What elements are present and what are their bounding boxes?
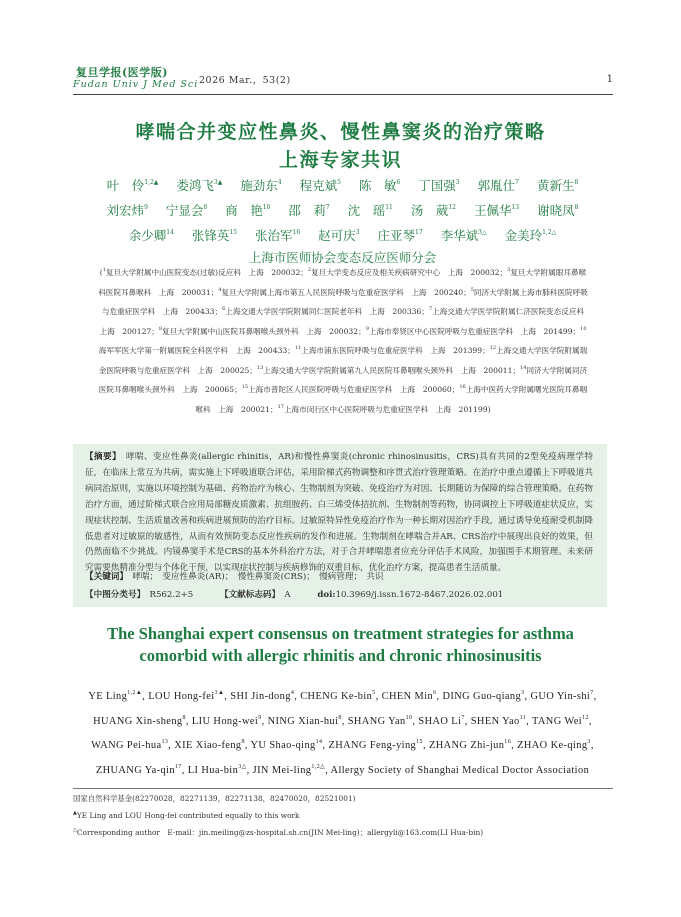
affiliations-cn: ($^1$复旦大学附属中山医院变态(过敏)反应科 上海 200032；$^2$复旦大学变态反应及相关疾病研究中心 上海 200032；$^3$复旦大学附属眼耳鼻喉科医院耳鼻喉科 上海 200031；$^4$复旦大学附属上海市第五人民医院呼吸与危重症医学科 上海 200240；$^5$同济大学附属上海市肺科医院呼吸与危重症医学科 上海 200433；$^6$上海交通大学医学院附属同仁医院老年科 上海 200336；$^7$上海交通大学医学院附属仁济医院变态反应科 上海 200127；$^8$复旦大学附属中山医院耳鼻咽喉头颈外科 上海 200032；$^9$上海市奉贤区中心医院呼吸与危重症医学科 上海 201499；$^{10}$海军军医大学第一附属医院全科医学科 上海 200433；$^{11}$上海市浦东医院呼吸与危重症医学科 上海 201399；$^{12}$上海交通大学医学院附属瑞金医院呼吸与危重症医学科 上海 200025；$^{13}$上海交通大学医学院附属第九人民医院耳鼻咽喉头颈外科 上海 200011；$^{14}$同济大学附属同济医院耳鼻咽喉头颈外科 上海 200065；$^{15}$上海市普陀区人民医院呼吸与危重症医学科 上海 200060；$^{16}$上海中医药大学附属曙光医院耳鼻咽喉科 上海 200021；$^{17}$上海市闵行区中心医院呼吸与危重症医学科 上海 201199) — [98, 267, 592, 414]
author-en-sup: 11 — [519, 714, 527, 721]
keywords-text: 哮喘； 变应性鼻炎(AR)； 慢性鼻窦炎(CRS)； 慢病管理； 共识 — [132, 572, 384, 582]
author-cn-sup: 17 — [415, 229, 423, 236]
author-en — [471, 716, 526, 727]
affiliation-sup: 6 — [222, 306, 226, 312]
affiliation-text: 复旦大学附属中山医院耳鼻咽喉头颈外科 上海 200032； — [162, 326, 366, 336]
author-en-sup: 8 — [241, 739, 245, 745]
author-en-sup: 17 — [174, 763, 182, 770]
author-cn-sup: 11 — [385, 204, 393, 211]
author-en-name: ZHAO Ke-qing — [517, 740, 588, 751]
author-en-name: JIN Mei-ling — [252, 764, 312, 776]
author-cn-sup: 3△ — [478, 229, 487, 236]
affiliation-sup: 7 — [428, 306, 433, 312]
affiliation-cn — [218, 288, 470, 297]
author-cn-sup: 8 — [203, 204, 208, 211]
affiliation-cn — [366, 327, 580, 336]
author-cn-sup: 8 — [574, 204, 579, 211]
author-cn-name: 程克斌 — [299, 178, 338, 193]
affiliation-cn — [242, 385, 460, 394]
author-cn-sup: 13 — [511, 204, 520, 211]
affiliation-sup: 3 — [507, 267, 511, 273]
author-en — [253, 765, 326, 776]
author-en-name: YU Shao-qing — [250, 740, 316, 751]
affiliation-text: 复旦大学附属中山医院变态(过敏)反应科 上海 200032； — [105, 268, 308, 277]
affiliation-sup: 17 — [277, 403, 284, 410]
author-en-sup: 3△ — [238, 763, 247, 770]
affiliation-text: 同济大学附属同济医院耳鼻咽喉头颈外科 上海 200065； — [98, 365, 588, 394]
author-cn-name: 施劲东 — [240, 178, 278, 193]
affiliation-cn — [159, 327, 366, 336]
affiliation-sup: 2 — [307, 267, 312, 273]
affiliation-text: 海军军医大学第一附属医院全科医学科 上海 200433； — [98, 346, 295, 355]
author-cn-name: 张治军 — [255, 228, 293, 243]
affiliation-sup: 4 — [218, 286, 222, 293]
author-cn-sup: 10 — [262, 204, 271, 211]
author-cn-sup: 12 — [448, 204, 456, 211]
author-cn-sup: 5 — [337, 179, 341, 186]
author-en-sup: 6 — [433, 690, 437, 696]
author-en-sup: 12 — [582, 714, 589, 721]
author-en — [251, 740, 323, 751]
affiliation-sup: 10 — [580, 325, 587, 332]
journal-name-en: Fudan Univ J Med Sci — [73, 79, 199, 90]
author-cn — [255, 228, 300, 243]
author-en — [88, 691, 142, 702]
author-en-name: XIE Xiao-feng — [174, 740, 242, 751]
issue-info: 2026 Mar.，53(2) — [199, 75, 291, 86]
author-en — [531, 691, 594, 702]
author-en-name: DING Guo-qiang — [442, 691, 522, 702]
author-cn — [478, 178, 519, 193]
abstract-label: 【摘要】 — [85, 452, 117, 462]
keywords — [85, 570, 384, 582]
journal-name-cn: 复旦学报(医学版) — [76, 66, 168, 79]
author-en-sup: 3 — [587, 739, 591, 745]
author-cn-name: 刘宏炜 — [106, 203, 145, 218]
affiliation-text: 上海市浦东医院呼吸与危重症医学科 上海 201399； — [301, 346, 490, 355]
author-en — [300, 691, 375, 702]
author-cn — [418, 178, 459, 193]
author-cn-name: 上海市医师协会变态反应医师分会 — [248, 250, 437, 265]
author-en — [382, 691, 437, 702]
author-cn — [288, 203, 329, 218]
author-cn-name: 邵 莉 — [288, 203, 326, 218]
equal-contribution-note — [73, 806, 613, 823]
author-en-sup: 9 — [258, 714, 262, 721]
author-cn-sup: 16 — [292, 229, 301, 236]
author-en-name: SHANG Yan — [347, 715, 406, 727]
author-cn-name: 王佩华 — [473, 203, 512, 218]
author-cn-sup: 7 — [515, 179, 519, 186]
author-en-sup: 8 — [182, 714, 186, 721]
author-en-sup: 15 — [416, 739, 423, 745]
author-en-sup: 7 — [590, 690, 594, 696]
author-cn — [348, 203, 393, 218]
author-cn-name: 赵可庆 — [318, 228, 356, 243]
page-number: 1 — [606, 74, 613, 85]
author-en-name: ZHANG Zhi-jun — [428, 740, 505, 751]
author-en-name: GUO Yin-shi — [530, 691, 591, 702]
author-en — [174, 740, 245, 751]
author-en — [91, 740, 168, 751]
author-en-sup: 1,2▲ — [127, 690, 143, 696]
corr-sup: △ — [73, 827, 77, 833]
author-en — [517, 740, 591, 751]
author-cn-name: 余少卿 — [128, 228, 167, 243]
affiliation-text: 上海市闵行区中心医院呼吸与危重症医学科 上海 201199) — [283, 404, 491, 414]
clc-label: 【中图分类号】 — [85, 590, 141, 600]
author-cn-sup: 9 — [144, 204, 148, 211]
authors-en: YE Ling$^{1,2▲}$, LOU Hong-fei$^{3▲}$, SHI Jin-dong$^4$, CHENG Ke-bin$^5$, CHEN Min$^6$, DING Guo-qiang$^3$, GUO Yin-shi$^7$, HUANG Xin-sheng$^8$, LIU Hong-wei$^9$, NING Xian-hui$^8$, SHANG Yan$^{10}$, SHAO Li$^7$, SHEN Yao$^{11}$, TANG Wei$^{12}$, WANG Pei-hua$^{13}$, XIE Xiao-feng$^8$, YU Shao-qing$^{14}$, ZHANG Feng-ying$^{15}$, ZHANG Zhi-jun$^{16}$, ZHAO Ke-qing$^3$, ZHUANG Ya-qin$^{17}$, LI Hua-bin$^{3\triangle}$, JIN Mei-ling$^{1,2\triangle}$, Allergy Society of Shanghai Medical Doctor Association — [88, 690, 597, 776]
footnotes — [73, 788, 613, 840]
affiliation-cn — [222, 307, 429, 316]
author-en — [93, 716, 186, 727]
abstract — [85, 450, 593, 577]
author-en-name: WANG Pei-hua — [91, 740, 162, 751]
title-cn — [0, 118, 681, 174]
author-cn — [129, 228, 174, 243]
author-cn-sup: 1,2▲ — [144, 179, 159, 186]
authors-cn — [85, 172, 600, 269]
abstract-box — [73, 444, 607, 607]
title-en — [0, 623, 681, 667]
author-cn — [318, 228, 359, 243]
author-en — [532, 716, 589, 727]
affiliation-text: 上海市奉贤区中心医院呼吸与危重症医学科 上海 201499； — [368, 326, 581, 336]
affiliation-cn — [308, 268, 507, 277]
author-en-name: CHENG Ke-bin — [300, 691, 373, 702]
affiliation-text: 上海中医药大学附属曙光医院耳鼻咽喉科 上海 200021； — [195, 385, 588, 414]
author-en-sup: 10 — [405, 714, 413, 721]
author-en — [331, 765, 590, 776]
author-cn-sup: 15 — [229, 229, 238, 236]
author-en-sup: 1,2△ — [311, 763, 326, 770]
author-cn-sup: 3▲ — [213, 179, 223, 186]
author-cn — [378, 228, 423, 243]
author-cn-sup: 1,2△ — [542, 229, 557, 236]
author-en-name: YE Ling — [88, 691, 128, 702]
author-cn-name: 沈 瑶 — [347, 203, 386, 218]
author-cn-name: 丁国强 — [418, 178, 456, 193]
affiliation-sup: 13 — [256, 364, 264, 371]
affiliation-sup: 14 — [520, 364, 527, 371]
corresponding-author-note — [73, 823, 613, 840]
author-cn-sup: 8 — [574, 179, 579, 186]
author-en — [348, 716, 413, 727]
author-cn — [537, 203, 578, 218]
affiliation-cn — [278, 405, 491, 414]
author-en-sup: 4 — [290, 690, 295, 696]
author-cn-name: 庄亚琴 — [377, 228, 416, 243]
author-cn — [225, 203, 270, 218]
author-cn-sup: 4 — [277, 179, 282, 186]
author-en-name: TANG Wei — [531, 715, 583, 727]
affiliation-sup: 5 — [470, 286, 474, 293]
author-en-name: SHEN Yao — [470, 715, 520, 727]
author-en-name: ZHANG Feng-ying — [328, 740, 417, 751]
page-header — [73, 64, 613, 95]
author-cn-name: 叶 伶 — [106, 178, 145, 193]
author-cn-name: 娄鸿飞 — [176, 178, 214, 193]
affiliation-text: 上海交通大学医学院附属第九人民医院耳鼻咽喉头颈外科 上海 200011； — [263, 365, 521, 375]
author-cn — [107, 203, 148, 218]
author-en-name: LOU Hong-fei — [148, 691, 215, 702]
equal-text: YE Ling and LOU Hong-fei contributed equally to this work — [76, 811, 300, 820]
author-cn-name: 李华斌 — [440, 228, 479, 243]
author-en-name: LI Hua-bin — [187, 764, 239, 776]
clc-value: R562.2+5 — [149, 590, 194, 600]
title-en-line1: The Shanghai expert consensus on treatment strategies for asthma — [107, 624, 574, 643]
author-cn-sup: 6 — [396, 179, 401, 186]
author-cn-sup: 7 — [325, 204, 330, 211]
affiliation-text: 上海市普陀区人民医院呼吸与危重症医学科 上海 200060； — [248, 385, 460, 394]
doc-code-label: 【文献标志码】 — [219, 590, 276, 600]
author-cn-name: 黄新生 — [536, 178, 575, 193]
author-en-sup: 7 — [461, 714, 465, 721]
author-cn — [474, 203, 519, 218]
author-cn-name: 谢晓凤 — [537, 203, 575, 218]
keywords-label: 【关键词】 — [85, 572, 124, 582]
author-cn-name: 汤 葳 — [410, 203, 449, 218]
author-cn-sup: 3 — [455, 179, 460, 186]
author-en-sup: 3▲ — [214, 690, 225, 696]
author-en-name: SHI Jin-dong — [230, 691, 291, 702]
title-cn-line2: 上海专家共识 — [278, 149, 402, 171]
author-cn — [537, 178, 578, 193]
affiliation-sup: 1 — [102, 267, 106, 273]
author-cn-name: 陈 敏 — [358, 178, 397, 193]
author-cn-name: 金美玲 — [504, 228, 543, 243]
author-cn — [505, 228, 557, 243]
title-cn-line1: 哮喘合并变应性鼻炎、慢性鼻窦炎的治疗策略 — [135, 121, 546, 143]
author-cn — [176, 178, 222, 193]
affiliation-cn — [103, 268, 308, 277]
author-en — [148, 691, 224, 702]
affiliation-text: 复旦大学变态反应及相关疾病研究中心 上海 200032； — [311, 268, 508, 277]
author-cn-name: 郭胤仕 — [477, 178, 516, 193]
equal-sup: ▲ — [73, 810, 77, 816]
author-en-sup: 13 — [161, 739, 169, 745]
author-cn-sup: 14 — [166, 229, 174, 236]
author-en-name: ZHUANG Ya-qin — [95, 764, 175, 776]
author-en-name: NING Xian-hui — [267, 715, 339, 727]
affiliation-text: 上海交通大学医学院附属同仁医院老年科 上海 200336； — [225, 307, 429, 316]
author-cn — [300, 178, 341, 193]
author-en-name: SHAO Li — [418, 715, 462, 727]
affiliation-sup: 16 — [459, 384, 466, 390]
author-cn — [441, 228, 487, 243]
author-en — [328, 740, 423, 751]
author-en-sup: 5 — [372, 690, 376, 696]
author-en — [442, 691, 524, 702]
author-en-sup: 8 — [338, 714, 342, 721]
author-cn-name: 宁显会 — [165, 203, 204, 218]
affiliation-text: 复旦大学附属上海市第五人民医院呼吸与危重症医学科 上海 200240； — [221, 287, 471, 297]
author-en-name: LIU Hong-wei — [191, 715, 259, 727]
doi-value: 10.3969/j.issn.1672-8467.2026.02.001 — [335, 590, 504, 600]
affiliation-sup: 9 — [365, 325, 369, 332]
title-en-line2: comorbid with allergic rhinitis and chronic rhinosinusitis — [139, 646, 542, 665]
affiliation-sup: 8 — [158, 325, 163, 332]
doc-code-value: A — [284, 590, 291, 600]
author-en — [268, 716, 342, 727]
affiliation-sup: 11 — [294, 345, 302, 351]
author-cn — [192, 228, 237, 243]
author-en — [230, 691, 294, 702]
doi-label: doi: — [317, 590, 336, 600]
affiliation-sup: 12 — [489, 345, 497, 351]
author-en-name: CHEN Min — [381, 691, 434, 702]
author-en — [418, 716, 464, 727]
abstract-text: 哮喘、变应性鼻炎(allergic rhinitis，AR)和慢性鼻窦炎(chronic rhinosinusitis，CRS)具有共同的2型免疫病理学特征，在临床上常互为共病，需实施上下呼吸道联合评估，采用阶梯式药物调整和序贯式治疗管理策略。在治疗中重点遵循上下呼吸道共病同治原则，实施以环境控制为基础、药物治疗为核心、生物制剂为突破、免疫治疗为对因、长期随访为保障的综合管理策略。在药物治疗方面，通过阶梯式联合应用局部糖皮质激素、抗组胺药、白三烯受体拮抗剂、生物制剂等药物，协同调控上下呼吸道症状反应，实现症状控制、生活质量改善和疾病进展预防的治疗目标。过敏原特异性免疫治疗作为一种长期对因治疗手段，通过诱导免疫耐受机制降低患者对过敏原的敏感性，从而有效预防变态反应性疾病的发作和进展。生物制剂在哮喘合并AR、CRS治疗中展现出良好的效果，但仍然面临不少挑战。内镜鼻窦手术是CRS的基本外科治疗方法，对于合并哮喘患者应充分评估手术风险，加强围手术期管理。未来研究需要焦精准分型与个体化干预，以实现症状控制与疾病修饰的双重目标，优化治疗方案，提高患者生活质量。 — [85, 452, 593, 574]
affiliation-text: 上海交通大学医学院附属瑞金医院呼吸与危重症医学科 上海 200025； — [98, 346, 588, 375]
author-en — [192, 716, 262, 727]
affiliation-text: 复旦大学附属眼耳鼻喉科医院耳鼻喉科 上海 200031； — [98, 268, 587, 297]
author-en-name: Allergy Society of Shanghai Medical Doctor Association — [330, 764, 590, 776]
author-en — [188, 765, 247, 776]
fund-note: 国家自然科学基金(82270028，82271139，82271138，82470020，82521001) — [73, 794, 356, 803]
author-en-sup: 16 — [504, 739, 512, 745]
classification — [85, 588, 527, 600]
corr-text: Corresponding author E-mail：jin.meiling@zs-hospital.sh.cn(JIN Mei-ling)；allergyli@163.com(LI Hua-bin) — [76, 828, 484, 837]
author-cn-name: 商 艳 — [225, 203, 263, 218]
author-en — [429, 740, 511, 751]
author-cn — [107, 178, 159, 193]
affiliation-cn — [295, 346, 490, 355]
author-cn-sup: 3 — [355, 229, 360, 236]
affiliation-cn — [257, 366, 520, 375]
author-en-sup: 3 — [521, 690, 525, 696]
affiliation-text: 同济大学附属上海市肺科医院呼吸与危重症医学科 上海 200433； — [101, 287, 588, 316]
affiliation-sup: 15 — [241, 384, 249, 390]
author-cn — [166, 203, 207, 218]
author-en-name: HUANG Xin-sheng — [93, 715, 183, 727]
author-en — [96, 765, 182, 776]
author-cn — [359, 178, 400, 193]
affiliation-text: 上海交通大学医学院附属仁济医院变态反应科 上海 200127； — [99, 307, 592, 336]
author-cn-name: 张锋英 — [191, 228, 230, 243]
author-cn — [240, 178, 281, 193]
author-cn — [411, 203, 456, 218]
author-en-sup: 14 — [315, 739, 323, 745]
